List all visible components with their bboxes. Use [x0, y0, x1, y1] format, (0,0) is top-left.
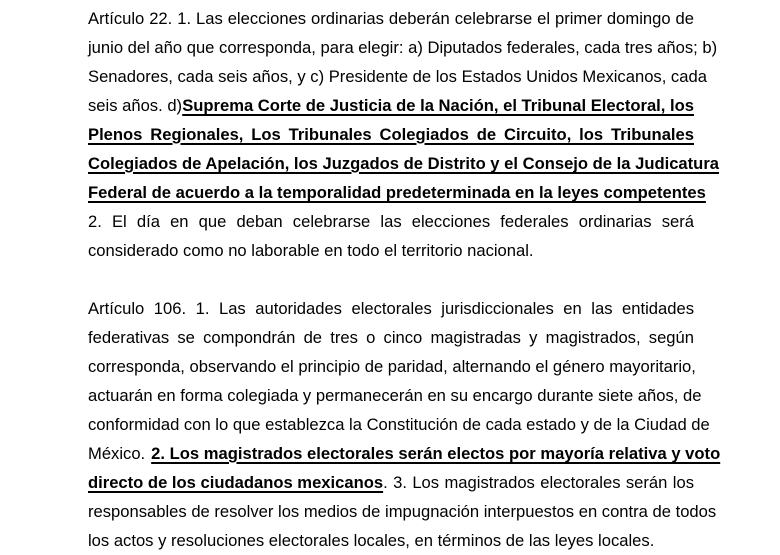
text-line: federativas se compondrán de tres o cinco magistradas y magistrados, según — [88, 328, 694, 347]
text-fragment-plain: . 3. Los magistrados electorales serán los — [383, 473, 694, 492]
text-fragment-emphasized: directo de los ciudadanos mexicanos — [88, 473, 384, 492]
text-line: conformidad con lo que establezca la Constitución de cada estado y de la Ciudad de — [88, 415, 710, 434]
text-fragment-plain: seis años. d) — [88, 96, 183, 115]
text-line — [88, 439, 721, 468]
text-line-emphasized: Federal de acuerdo a la temporalidad predeterminada en la leyes competentes — [88, 183, 706, 202]
paragraph-articulo-22 — [88, 4, 720, 265]
text-line: Artículo 22. 1. Las elecciones ordinarias deberán celebrarse el primer domingo de — [88, 9, 694, 28]
text-line: corresponda, observando el principio de paridad, alternando el género mayoritario, — [88, 357, 696, 376]
text-line — [88, 468, 694, 497]
text-line: responsables de resolver los medios de impugnación interpuestos en contra de todos — [88, 502, 717, 521]
document-text-column — [88, 4, 721, 555]
text-line — [88, 91, 694, 120]
text-line: actuarán en forma colegiada y permanecerán en su encargo durante siete años, de — [88, 386, 702, 405]
text-fragment-emphasized: Suprema Corte de Justicia de la Nación, el Tribunal Electoral, los — [182, 96, 694, 115]
text-line: Senadores, cada seis años, y c) Presidente de los Estados Unidos Mexicanos, cada — [88, 67, 707, 86]
text-line: considerado como no laborable en todo el territorio nacional. — [88, 241, 534, 260]
text-fragment-plain: México. — [88, 444, 146, 463]
paragraph-articulo-106 — [88, 294, 721, 555]
text-line: los actos y resoluciones electorales locales, en términos de las leyes locales. — [88, 531, 655, 550]
text-line: junio del año que corresponda, para elegir: a) Diputados federales, cada tres años; b) — [88, 38, 718, 57]
text-line-emphasized: Plenos Regionales, Los Tribunales Colegiados de Circuito, los Tribunales — [88, 125, 694, 144]
text-line: 2. El día en que deban celebrarse las elecciones federales ordinarias será — [88, 212, 694, 231]
text-line: Artículo 106. 1. Las autoridades electorales jurisdiccionales en las entidades — [88, 299, 694, 318]
text-fragment-emphasized: 2. Los magistrados electorales serán electos por mayoría relativa y voto — [151, 444, 721, 463]
text-line-emphasized: Colegiados de Apelación, los Juzgados de Distrito y el Consejo de la Judicatura — [88, 154, 720, 173]
